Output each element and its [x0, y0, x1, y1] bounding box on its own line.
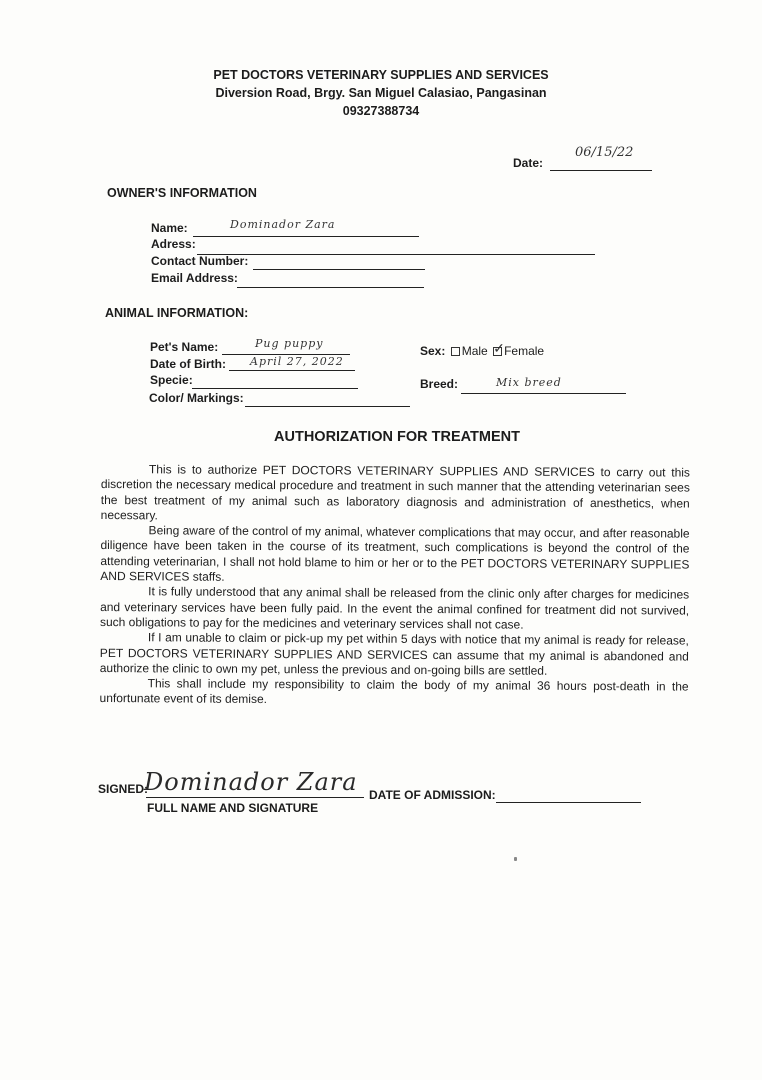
authorization-paragraph: This is to authorize PET DOCTORS VETERINARY SUPPLIES AND SERVICES to carry out this discretion the necessary medical procedure and treatment in such manner that the attending veterinarian sees the best treatment of my animal such as laboratory diagnosis and administration of anesthetics, when necessary.: [100, 462, 690, 523]
email-line: [237, 287, 424, 288]
date-label: Date:: [513, 156, 544, 170]
pet-name-label: Pet's Name:: [150, 340, 219, 354]
date-of-admission-label: DATE OF ADMISSION:: [369, 788, 496, 802]
sex-field: [420, 340, 545, 358]
date-of-admission-line: [496, 802, 641, 803]
owner-heading: OWNER'S INFORMATION: [107, 186, 257, 200]
breed-label: Breed:: [420, 377, 459, 391]
email-label: Email Address:: [151, 271, 238, 285]
color-markings-label: Color/ Markings:: [149, 391, 244, 405]
name-value: Dominador Zara: [230, 218, 336, 231]
male-checkbox[interactable]: [451, 347, 460, 356]
specie-line: [192, 388, 358, 389]
signed-label: SIGNED:: [98, 782, 149, 796]
date-value: 06/15/22: [575, 145, 634, 160]
dob-line: [229, 370, 355, 371]
company-address: Diversion Road, Brgy. San Miguel Calasiao, Pangasinan: [215, 86, 547, 100]
name-label: Name:: [151, 221, 188, 235]
signature-caption: FULL NAME AND SIGNATURE: [147, 801, 319, 815]
authorization-paragraph: Being aware of the control of my animal, whatever complications that may occur, and after reasonable diligence have been taken in the course of its treatment, such complications is beyond the control of the attending veterinarian, I shall not hold blame to him or her or to the PET DOCTORS VETERINARY SUPPLIES AND SERVICES staffs.: [100, 523, 690, 584]
breed-value: Mix breed: [496, 376, 562, 389]
authorization-paragraph: If I am unable to claim or pick-up my pet within 5 days with notice that my animal is ready for release, PET DOCTORS VETERINARY SUPPLIES AND SERVICES can assume that my animal is abandoned and authorize the clinic to own my pet, unless the previous and on-going bills are settled.: [99, 630, 689, 678]
male-option-label: Male: [461, 344, 488, 358]
breed-line: [461, 393, 626, 394]
signature-line: [146, 797, 364, 798]
name-line: [193, 236, 419, 237]
company-phone: 09327388734: [342, 104, 420, 118]
authorization-body: [100, 462, 690, 710]
date-line: [550, 170, 652, 171]
authorization-paragraph: This shall include my responsibility to claim the body of my animal 36 hours post-death in the unfortunate event of its demise.: [99, 676, 689, 707]
signature-value: Dominador Zara: [144, 768, 358, 796]
pet-name-value: Pug puppy: [255, 337, 324, 350]
female-checkbox[interactable]: ✓: [493, 340, 505, 357]
authorization-title: AUTHORIZATION FOR TREATMENT: [274, 429, 520, 445]
address-label: Adress:: [151, 237, 196, 251]
color-markings-line: [245, 406, 410, 407]
contact-line: [253, 269, 425, 270]
sex-label: Sex:: [420, 344, 446, 358]
contact-label: Contact Number:: [151, 254, 249, 268]
specie-label: Specie:: [150, 373, 193, 387]
dob-label: Date of Birth:: [150, 357, 226, 371]
female-option-label: Female: [504, 344, 545, 358]
company-name: PET DOCTORS VETERINARY SUPPLIES AND SERVICES: [213, 68, 549, 82]
address-line: [197, 254, 595, 255]
animal-heading: ANIMAL INFORMATION:: [105, 306, 249, 320]
authorization-paragraph: It is fully understood that any animal shall be released from the clinic only after charges for medicines and veterinary services have been fully paid. In the event the animal confined for treatment did not survived, such obligations to pay for the medicines and veterinary services shall not case.: [99, 584, 690, 632]
scan-speck: [514, 857, 517, 861]
dob-value: April 27, 2022: [250, 355, 344, 368]
